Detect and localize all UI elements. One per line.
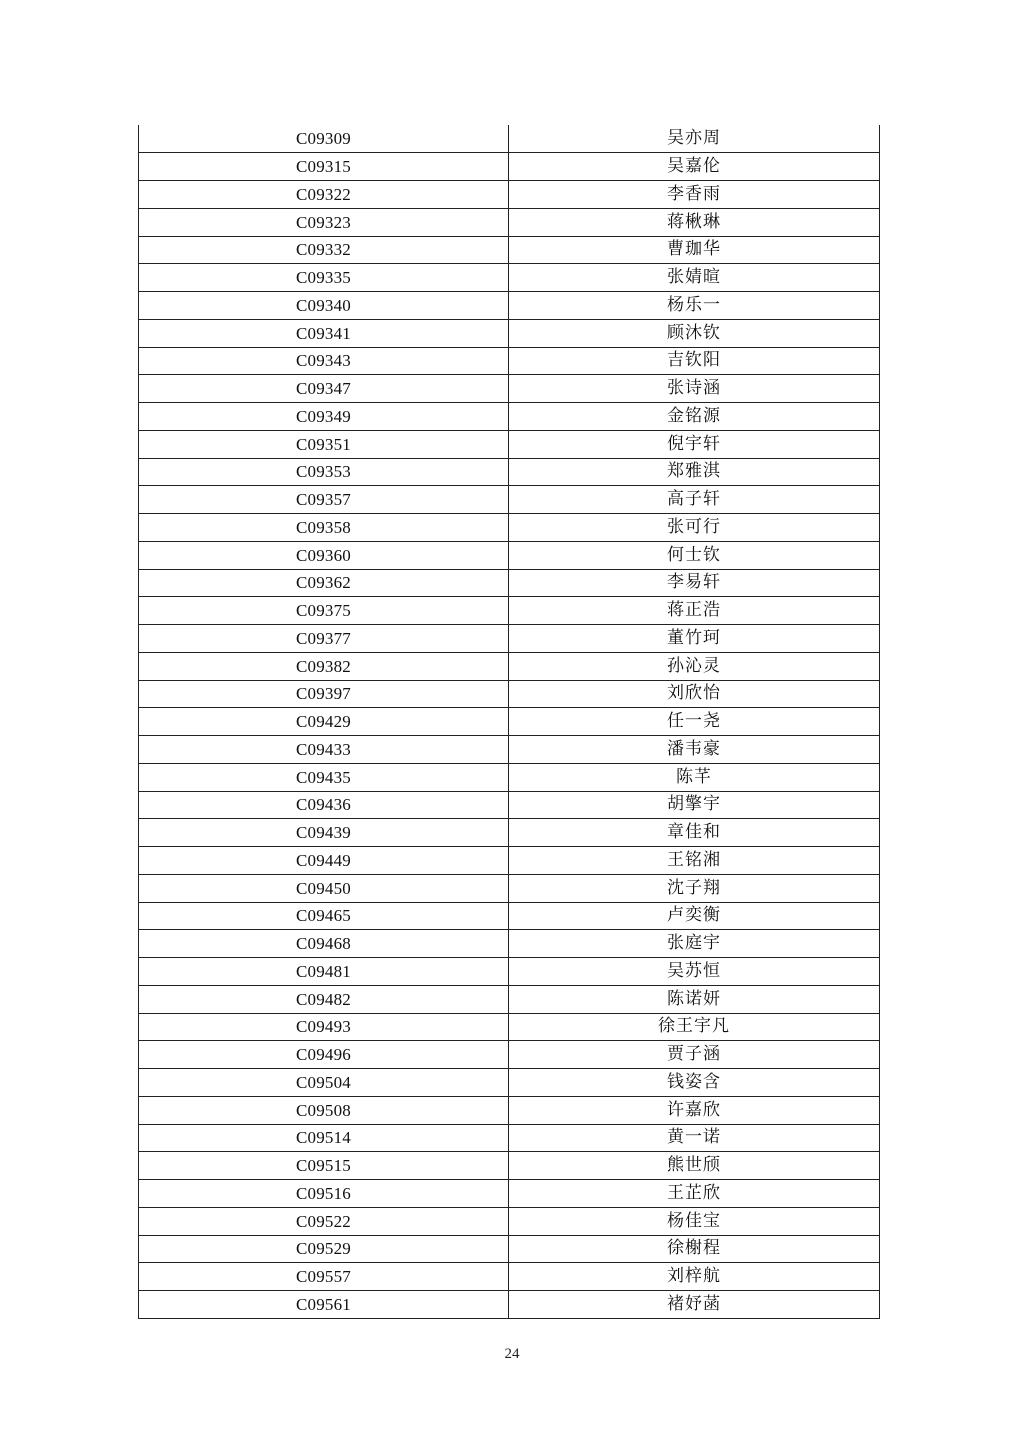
student-name-cell: 张诗涵 xyxy=(509,375,880,403)
student-id-cell: C09514 xyxy=(139,1124,509,1152)
student-name-cell: 顾沐钦 xyxy=(509,319,880,347)
student-name-cell: 陈诺妍 xyxy=(509,985,880,1013)
student-name-cell: 章佳和 xyxy=(509,819,880,847)
student-id-cell: C09561 xyxy=(139,1291,509,1319)
student-name-cell: 蒋正浩 xyxy=(509,597,880,625)
table-row xyxy=(139,430,880,458)
table-row xyxy=(139,486,880,514)
student-name-cell: 倪宇轩 xyxy=(509,430,880,458)
student-name-cell: 潘韦豪 xyxy=(509,736,880,764)
student-name-cell: 刘梓航 xyxy=(509,1263,880,1291)
student-id-cell: C09362 xyxy=(139,569,509,597)
student-name-cell: 孙沁灵 xyxy=(509,652,880,680)
table-row xyxy=(139,125,880,153)
table-row xyxy=(139,292,880,320)
table-row xyxy=(139,347,880,375)
student-name-cell: 徐王宇凡 xyxy=(509,1013,880,1041)
student-id-cell: C09433 xyxy=(139,736,509,764)
table-row xyxy=(139,930,880,958)
table-row xyxy=(139,569,880,597)
student-id-cell: C09322 xyxy=(139,181,509,209)
student-name-cell: 王铭湘 xyxy=(509,847,880,875)
student-id-cell: C09516 xyxy=(139,1180,509,1208)
table-row xyxy=(139,625,880,653)
student-id-cell: C09315 xyxy=(139,153,509,181)
table-row xyxy=(139,1263,880,1291)
student-id-cell: C09508 xyxy=(139,1096,509,1124)
table-row xyxy=(139,208,880,236)
table-row xyxy=(139,1013,880,1041)
student-id-cell: C09493 xyxy=(139,1013,509,1041)
student-name-cell: 李易轩 xyxy=(509,569,880,597)
student-name-cell: 黄一诺 xyxy=(509,1124,880,1152)
student-name-cell: 胡擎宇 xyxy=(509,791,880,819)
table-row xyxy=(139,375,880,403)
table-row xyxy=(139,1180,880,1208)
student-id-cell: C09382 xyxy=(139,652,509,680)
student-id-cell: C09323 xyxy=(139,208,509,236)
table-row xyxy=(139,181,880,209)
student-name-cell: 杨乐一 xyxy=(509,292,880,320)
student-name-cell: 吴亦周 xyxy=(509,125,880,153)
table-row xyxy=(139,458,880,486)
roster-table-container xyxy=(138,125,879,1319)
student-id-cell: C09341 xyxy=(139,319,509,347)
student-name-cell: 张庭宇 xyxy=(509,930,880,958)
student-id-cell: C09309 xyxy=(139,125,509,153)
student-name-cell: 沈子翔 xyxy=(509,874,880,902)
student-name-cell: 曹珈华 xyxy=(509,236,880,264)
student-name-cell: 钱姿含 xyxy=(509,1069,880,1097)
table-row xyxy=(139,153,880,181)
student-name-cell: 刘欣怡 xyxy=(509,680,880,708)
roster-table xyxy=(138,125,880,1319)
student-name-cell: 杨佳宝 xyxy=(509,1207,880,1235)
table-row xyxy=(139,541,880,569)
student-id-cell: C09360 xyxy=(139,541,509,569)
student-id-cell: C09468 xyxy=(139,930,509,958)
student-name-cell: 吴苏恒 xyxy=(509,958,880,986)
table-row xyxy=(139,1096,880,1124)
student-id-cell: C09504 xyxy=(139,1069,509,1097)
student-name-cell: 高子轩 xyxy=(509,486,880,514)
table-row xyxy=(139,403,880,431)
table-row xyxy=(139,985,880,1013)
roster-table-body xyxy=(139,125,880,1318)
student-id-cell: C09343 xyxy=(139,347,509,375)
student-name-cell: 陈芊 xyxy=(509,763,880,791)
student-id-cell: C09340 xyxy=(139,292,509,320)
table-row xyxy=(139,1235,880,1263)
page-number: 24 xyxy=(504,1346,520,1362)
student-name-cell: 许嘉欣 xyxy=(509,1096,880,1124)
table-row xyxy=(139,791,880,819)
table-row xyxy=(139,319,880,347)
table-row xyxy=(139,763,880,791)
student-name-cell: 董竹珂 xyxy=(509,625,880,653)
student-id-cell: C09375 xyxy=(139,597,509,625)
student-id-cell: C09515 xyxy=(139,1152,509,1180)
student-name-cell: 卢奕衡 xyxy=(509,902,880,930)
student-name-cell: 金铭源 xyxy=(509,403,880,431)
student-name-cell: 王芷欣 xyxy=(509,1180,880,1208)
student-name-cell: 徐榭程 xyxy=(509,1235,880,1263)
table-row xyxy=(139,652,880,680)
student-name-cell: 郑雅淇 xyxy=(509,458,880,486)
table-row xyxy=(139,847,880,875)
student-id-cell: C09351 xyxy=(139,430,509,458)
table-row xyxy=(139,236,880,264)
table-row xyxy=(139,1041,880,1069)
student-id-cell: C09377 xyxy=(139,625,509,653)
student-name-cell: 张可行 xyxy=(509,514,880,542)
table-row xyxy=(139,1291,880,1319)
student-id-cell: C09436 xyxy=(139,791,509,819)
table-row xyxy=(139,1124,880,1152)
table-row xyxy=(139,819,880,847)
student-id-cell: C09482 xyxy=(139,985,509,1013)
student-name-cell: 吴嘉伦 xyxy=(509,153,880,181)
student-name-cell: 吉钦阳 xyxy=(509,347,880,375)
student-id-cell: C09439 xyxy=(139,819,509,847)
student-id-cell: C09465 xyxy=(139,902,509,930)
table-row xyxy=(139,264,880,292)
student-id-cell: C09450 xyxy=(139,874,509,902)
student-name-cell: 蒋楸琳 xyxy=(509,208,880,236)
table-row xyxy=(139,736,880,764)
student-id-cell: C09429 xyxy=(139,708,509,736)
student-id-cell: C09435 xyxy=(139,763,509,791)
student-name-cell: 李香雨 xyxy=(509,181,880,209)
student-name-cell: 贾子涵 xyxy=(509,1041,880,1069)
table-row xyxy=(139,902,880,930)
student-id-cell: C09358 xyxy=(139,514,509,542)
table-row xyxy=(139,514,880,542)
student-name-cell: 褚妤菡 xyxy=(509,1291,880,1319)
student-name-cell: 何士钦 xyxy=(509,541,880,569)
student-name-cell: 熊世颀 xyxy=(509,1152,880,1180)
student-name-cell: 任一尧 xyxy=(509,708,880,736)
student-id-cell: C09397 xyxy=(139,680,509,708)
table-row xyxy=(139,680,880,708)
table-row xyxy=(139,708,880,736)
student-id-cell: C09522 xyxy=(139,1207,509,1235)
student-id-cell: C09449 xyxy=(139,847,509,875)
student-name-cell: 张婧暄 xyxy=(509,264,880,292)
student-id-cell: C09496 xyxy=(139,1041,509,1069)
student-id-cell: C09347 xyxy=(139,375,509,403)
table-row xyxy=(139,1207,880,1235)
student-id-cell: C09335 xyxy=(139,264,509,292)
table-row xyxy=(139,874,880,902)
student-id-cell: C09332 xyxy=(139,236,509,264)
student-id-cell: C09349 xyxy=(139,403,509,431)
student-id-cell: C09353 xyxy=(139,458,509,486)
table-row xyxy=(139,1069,880,1097)
table-row xyxy=(139,1152,880,1180)
table-row xyxy=(139,958,880,986)
student-id-cell: C09357 xyxy=(139,486,509,514)
student-id-cell: C09481 xyxy=(139,958,509,986)
table-row xyxy=(139,597,880,625)
student-id-cell: C09557 xyxy=(139,1263,509,1291)
student-id-cell: C09529 xyxy=(139,1235,509,1263)
